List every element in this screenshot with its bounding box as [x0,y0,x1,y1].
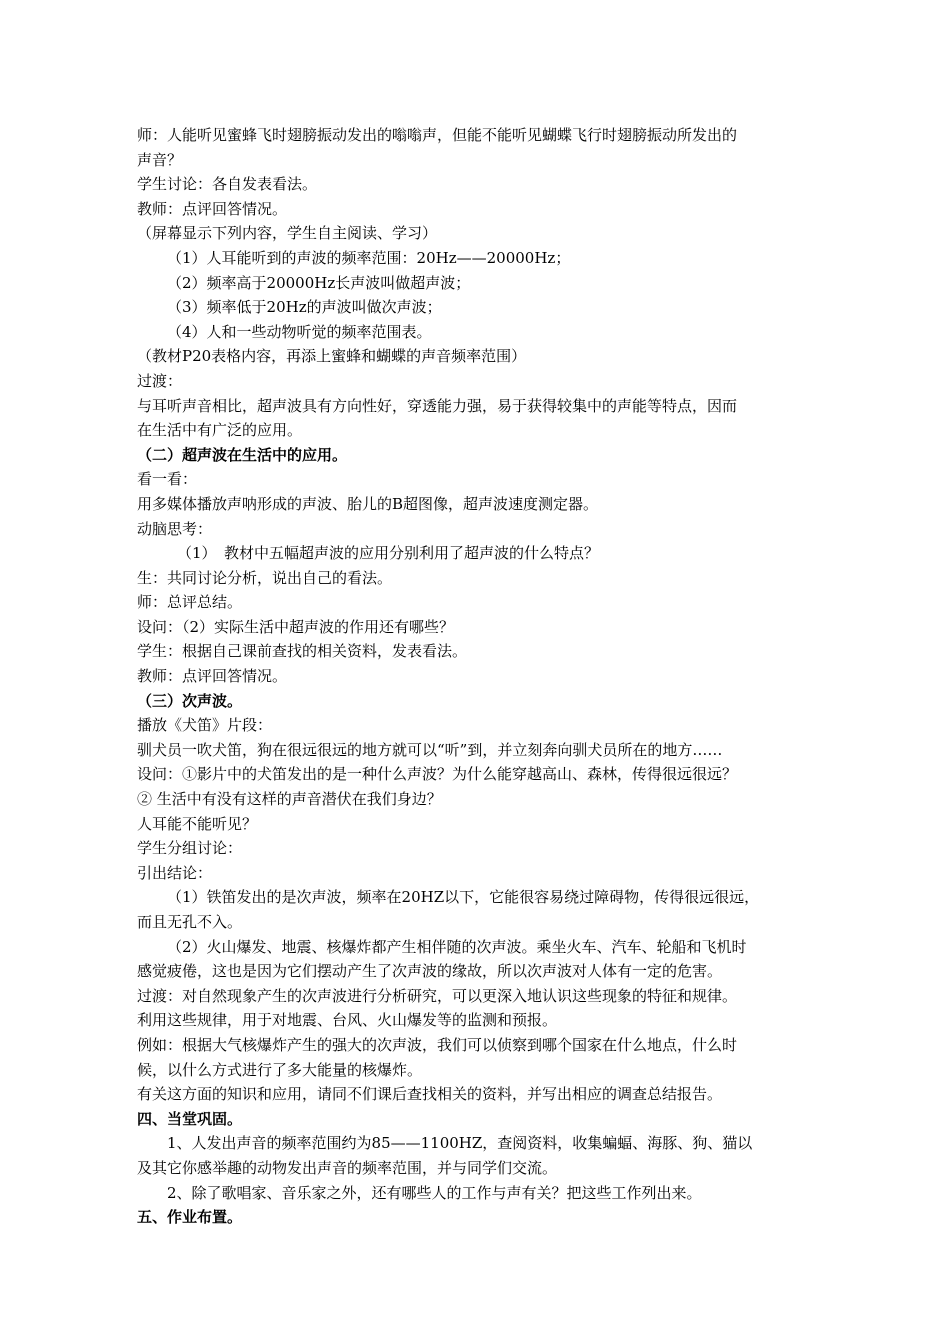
text-line: 用多媒体播放声呐形成的声波、胎儿的B超图像，超声波速度测定器。 [137,494,599,513]
text-line: 设问：①影片中的犬笛发出的是一种什么声波？为什么能穿越高山、森林，传得很远很远？ [137,765,738,784]
text-line: （4）人和一些动物听觉的频率范围表。 [167,322,432,341]
text-line: 学生讨论：各自发表看法。 [137,175,318,194]
text-line: 看一看： [137,470,198,489]
text-line: 2、除了歌唱家、音乐家之外，还有哪些人的工作与声有关？把这些工作列出来。 [167,1183,702,1202]
text-line: （1）人耳能听到的声波的频率范围：20Hz——20000Hz； [167,248,571,267]
section-heading: 五、作业布置。 [137,1208,243,1227]
text-line: ② 生活中有没有这样的声音潜伏在我们身边？ [137,790,442,809]
text-line: （2）火山爆发、地震、核爆炸都产生相伴随的次声波。乘坐火车、汽车、轮船和飞机时 [167,937,747,956]
text-line: 例如：根据大气核爆炸产生的强大的次声波，我们可以侦察到哪个国家在什么地点，什么时 [137,1035,738,1054]
text-line: 设问：（2）实际生活中超声波的作用还有哪些？ [137,617,455,636]
text-line: （1） 教材中五幅超声波的应用分别利用了超声波的什么特点？ [177,544,600,563]
text-line: 生：共同讨论分析，说出自己的看法。 [137,568,393,587]
text-line: 感觉疲倦，这也是因为它们摆动产生了次声波的缘故，所以次声波对人体有一定的危害。 [137,962,723,981]
text-line: 利用这些规律，用于对地震、台风、火山爆发等的监测和预报。 [137,1011,558,1030]
text-line: 引出结论： [137,863,213,882]
text-line: 动脑思考： [137,519,213,538]
text-line: 播放《犬笛》片段： [137,716,273,735]
text-line: 教师：点评回答情况。 [137,199,288,218]
text-line: 而且无孔不入。 [137,913,243,931]
section-heading: （二）超声波在生活中的应用。 [137,445,348,464]
text-line: （2）频率高于20000Hz长声波叫做超声波； [167,273,471,292]
text-line: 声音？ [137,150,183,169]
text-line: 过渡： [137,371,183,390]
text-line: 学生：根据自己课前查找的相关资料，发表看法。 [137,642,468,661]
text-line: 师：总评总结。 [137,593,243,612]
text-line: 人耳能不能听见？ [137,814,258,833]
text-line: 学生分组讨论： [137,839,243,858]
text-line: 师：人能听见蜜蜂飞时翅膀振动发出的嗡嗡声，但能不能听见蝴蝶飞行时翅膀振动所发出的 [137,126,738,144]
text-line: 与耳听声音相比，超声波具有方向性好，穿透能力强，易于获得较集中的声能等特点，因而 [137,396,738,415]
text-line: 在生活中有广泛的应用。 [137,421,303,440]
text-line: （1）铁笛发出的是次声波，频率在20HZ以下，它能很容易绕过障碍物，传得很远很远， [167,888,760,907]
text-line: （3）频率低于20Hz的声波叫做次声波； [167,298,442,317]
document-page [137,123,827,1230]
text-line: 过渡：对自然现象产生的次声波进行分析研究，可以更深入地认识这些现象的特征和规律。 [137,986,738,1005]
text-line: 1、人发出声音的频率范围约为85——1100HZ，查阅资料，收集蝙蝠、海豚、狗、猫以 [167,1134,753,1153]
text-line: 候，以什么方式进行了多大能量的核爆炸。 [137,1060,423,1079]
text-line: 教师：点评回答情况。 [137,667,288,686]
section-heading: （三）次声波。 [137,691,243,710]
text-line: （屏幕显示下列内容，学生自主阅读、学习） [137,224,438,243]
text-line: 及其它你感举趣的动物发出声音的频率范围，并与同学们交流。 [137,1158,558,1177]
text-line: 有关这方面的知识和应用，请同不们课后查找相关的资料，并写出相应的调查总结报告。 [137,1085,723,1104]
text-line: （教材P20表格内容，再添上蜜蜂和蝴蝶的声音频率范围） [137,347,527,366]
section-heading: 四、当堂巩固。 [137,1109,243,1128]
text-line: 驯犬员一吹犬笛，狗在很远很远的地方就可以“听”到，并立刻奔向驯犬员所在的地方…… [137,740,723,759]
